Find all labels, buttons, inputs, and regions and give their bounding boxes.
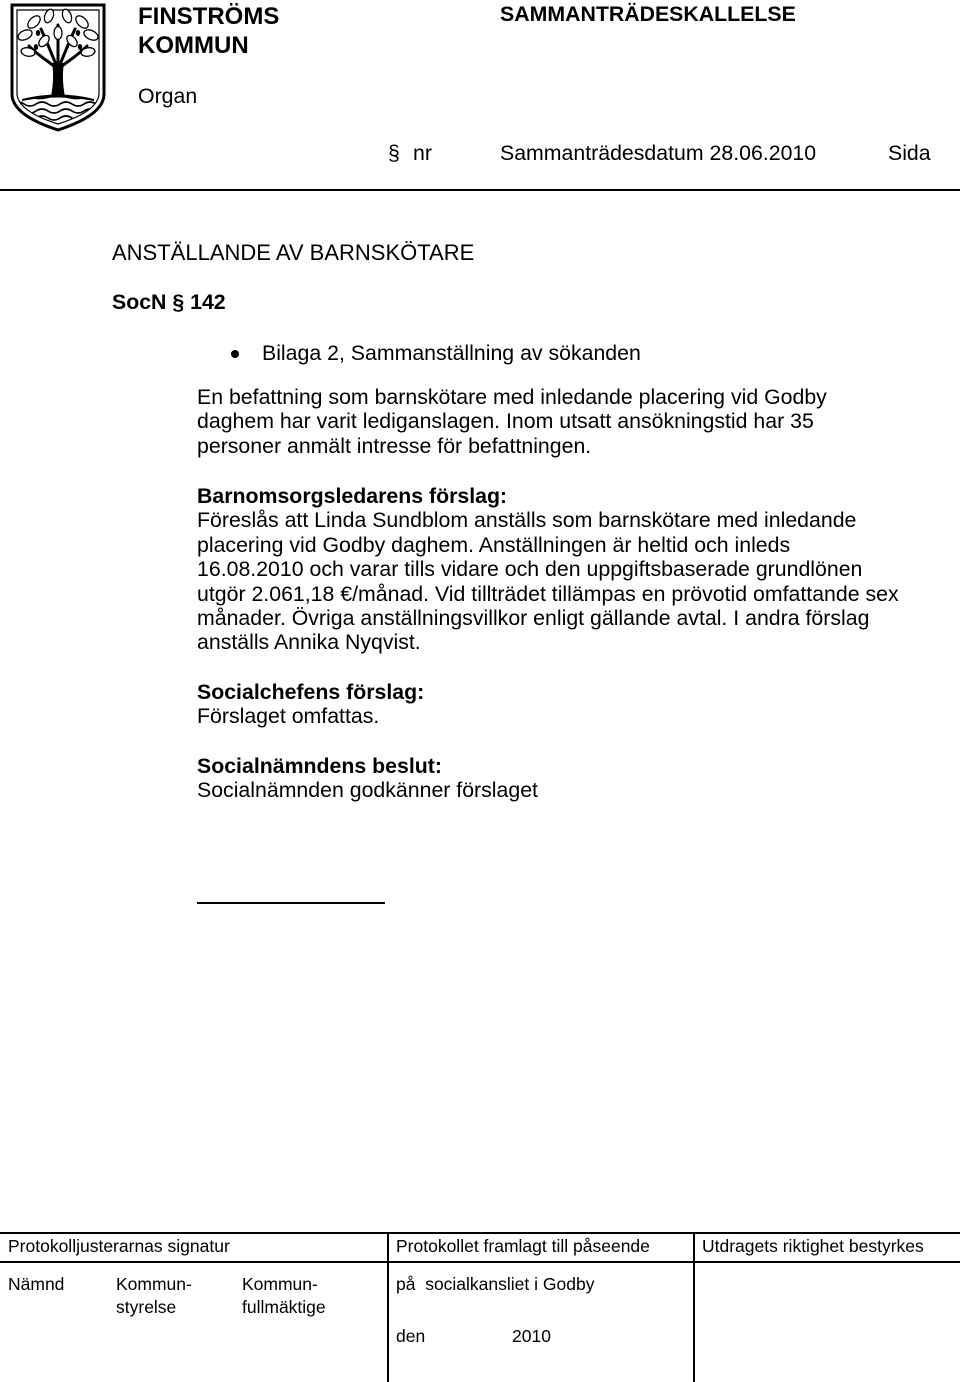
posted-location [396, 1273, 594, 1296]
header-divider [0, 189, 960, 191]
meeting-date [500, 141, 816, 165]
childcare-manager-proposal [197, 484, 899, 655]
paragraph-line: anställs Annika Nyqvist. [197, 630, 421, 655]
posted-location-text: på socialkansliet i Godby [396, 1274, 595, 1294]
body-label: fullmäktige [242, 1296, 326, 1317]
body-board [8, 1273, 64, 1296]
page-label: Sida [888, 141, 931, 165]
footer-column-divider [387, 1232, 389, 1382]
posted-year: 2010 [512, 1326, 551, 1346]
matter-reference: SocN § 142 [112, 290, 226, 314]
adjusters-signature-label: Protokolljusterarnas signatur [8, 1236, 230, 1256]
section-symbol: § [388, 141, 400, 165]
paragraph-line: utgör 2.061,18 €/månad. Vid tillträdet tillämpas en prövotid omfattande sex [197, 581, 899, 606]
footer-top-border [0, 1232, 960, 1234]
paragraph-line: månader. Övriga anställningsvillkor enligt gällande avtal. I andra förslag [197, 606, 870, 631]
bullet-icon [231, 350, 239, 358]
body-label: styrelse [116, 1296, 177, 1317]
board-decision [197, 754, 538, 803]
paragraph-line: Förslaget omfattas. [197, 704, 380, 729]
matter-title: ANSTÄLLANDE AV BARNSKÖTARE [112, 240, 475, 265]
municipality-name-line: KOMMUN [138, 32, 249, 59]
paragraph-line: Föreslås att Linda Sundblom anställs som barnskötare med inledande [197, 508, 857, 533]
municipality-name [138, 2, 279, 60]
posted-label: Protokollet framlagt till påseende [396, 1236, 650, 1256]
paragraph-line: 16.08.2010 och varar tills vidare och den uppgiftsbaserade grundlönen [197, 557, 863, 582]
organ-label: Organ [138, 84, 198, 108]
body-label: Kommun- [116, 1274, 192, 1294]
paragraph-line: Socialnämnden godkänner förslaget [197, 778, 538, 803]
body-label: Nämnd [8, 1274, 65, 1294]
body-label: Kommun- [242, 1274, 318, 1294]
attachment-list-item: Bilaga 2, Sammanställning av sökanden [262, 341, 641, 365]
footer-row-divider [0, 1261, 960, 1263]
document-type: SAMMANTRÄDESKALLELSE [500, 2, 796, 26]
number-label: nr [413, 141, 432, 165]
paragraph-line: En befattning som barnskötare med inledande placering vid Godby [197, 385, 827, 409]
section-heading: Socialnämndens beslut: [197, 754, 442, 778]
section-heading: Socialchefens förslag: [197, 680, 425, 704]
body-municipal-council [242, 1273, 326, 1318]
municipality-name-line: FINSTRÖMS [138, 3, 280, 30]
posted-day-prefix: den [396, 1326, 426, 1346]
intro-paragraph [197, 385, 827, 458]
paragraph-line: placering vid Godby daghem. Anställningen är heltid och inleds [197, 532, 791, 557]
end-of-section-line [197, 902, 385, 904]
social-chief-proposal [197, 680, 424, 729]
meeting-date-label: Sammanträdesdatum [500, 141, 704, 165]
coat-of-arms-icon [8, 3, 108, 133]
paragraph-line: personer anmält intresse för befattningen. [197, 433, 592, 458]
footer-column-divider [693, 1232, 695, 1382]
certified-label: Utdragets riktighet bestyrkes [702, 1236, 924, 1256]
body-municipal-executive [116, 1273, 192, 1318]
section-heading: Barnomsorgsledarens förslag: [197, 484, 508, 508]
paragraph-line: daghem har varit lediganslagen. Inom utsatt ansökningstid har 35 [197, 409, 814, 434]
meeting-date-value: 28.06.2010 [709, 141, 817, 165]
